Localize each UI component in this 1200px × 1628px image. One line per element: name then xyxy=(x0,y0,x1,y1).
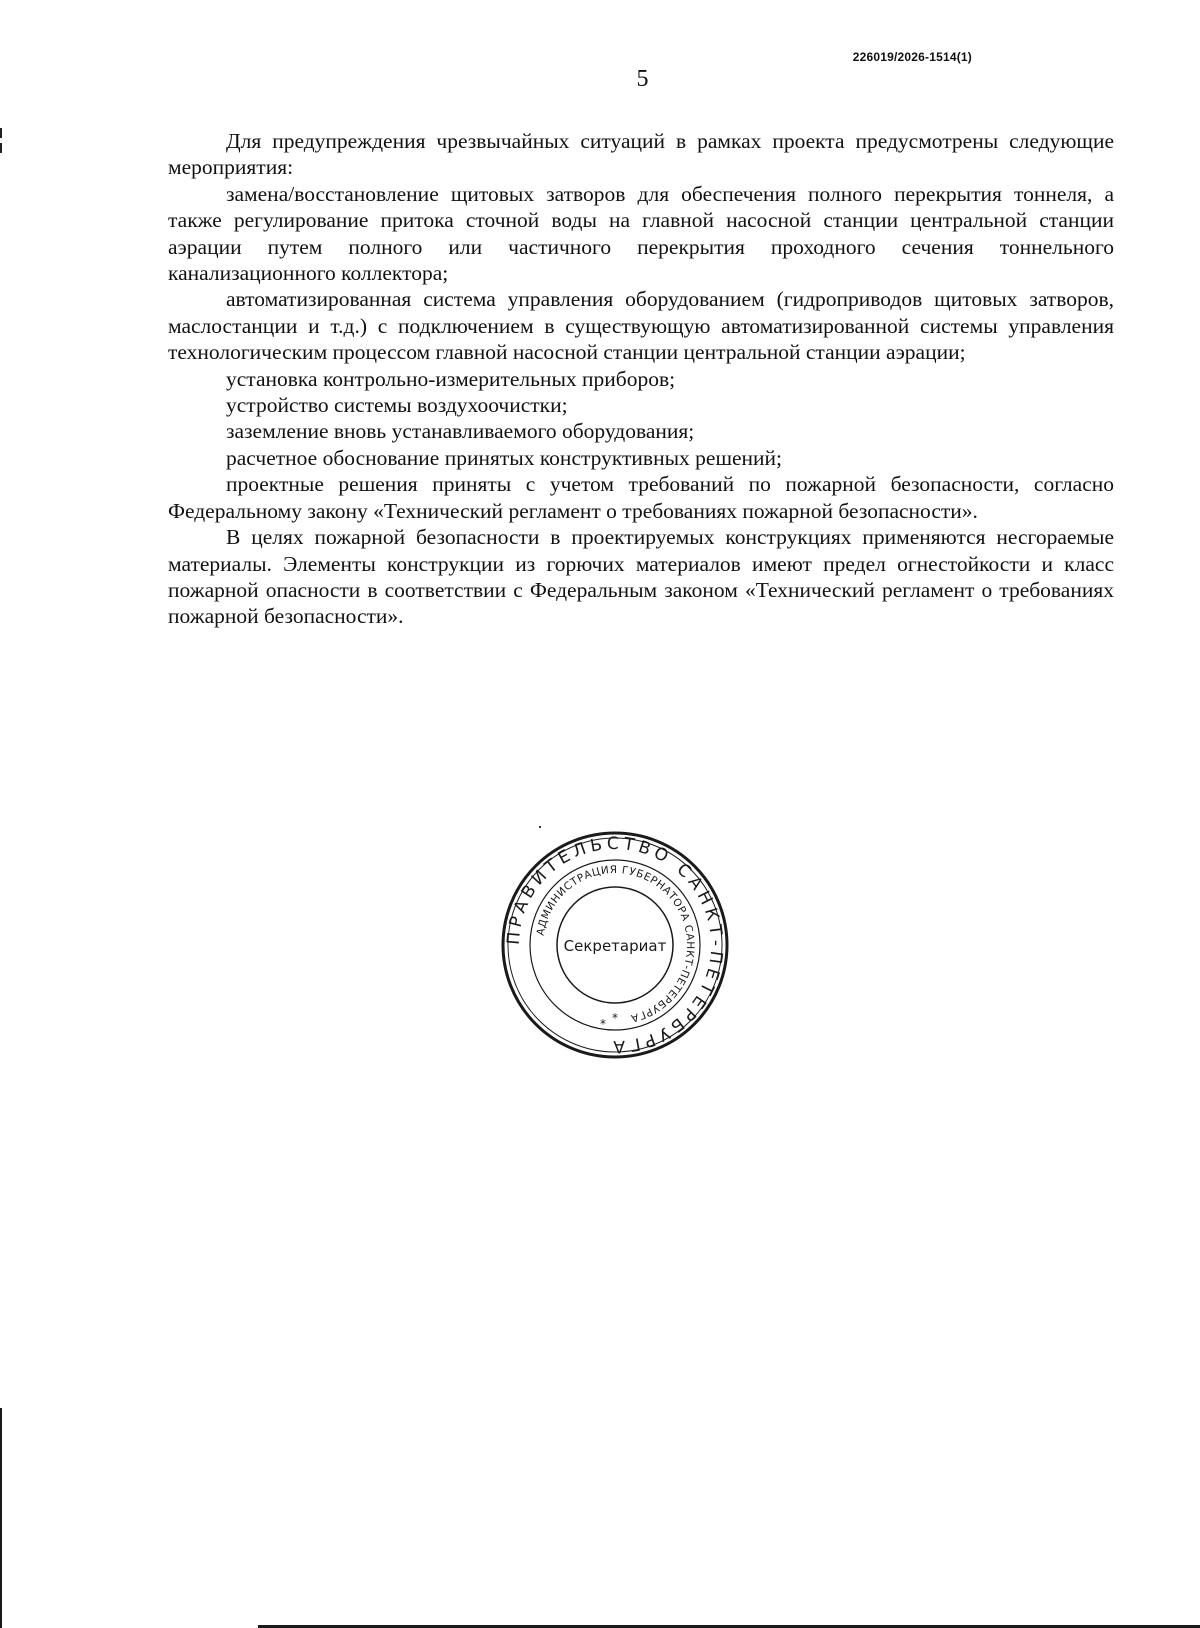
paragraph-intro: Для предупреждения чрезвычайных ситуаций в рамках проекта предусмотрены следующие мероприятия: xyxy=(168,129,1114,180)
paragraph-fire-safety-materials: В целях пожарной безопасности в проектируемых конструкциях применяются несгораемые материалы. Элементы конструкции из горючих материалов имеют предел огнестойкости и класс пожарной опасности в соответствии с Федеральным законом «Технический регламент о требованиях пожарной безопасности». xyxy=(168,525,1114,629)
scan-artifact-left-edge xyxy=(0,1408,2,1628)
paragraph-air-purification: устройство системы воздухоочистки; xyxy=(226,393,568,418)
document-registration-number: 226019/2026-1514(1) xyxy=(852,50,972,64)
paragraph-fire-safety-design: проектные решения приняты с учетом требований по пожарной безопасности, согласно Федеральному закону «Технический регламент о требованиях пожарной безопасности». xyxy=(168,472,1114,523)
seal-star-icon: * xyxy=(600,1017,606,1031)
scan-artifact-dot xyxy=(539,826,541,828)
official-seal-stamp xyxy=(500,830,730,1060)
seal-inner-text: АДМИНИСТРАЦИЯ ГУБЕРНАТОРА САНКТ-ПЕТЕРБУРГА xyxy=(534,863,697,1025)
paragraph-instruments: установка контрольно-измерительных приборов; xyxy=(226,366,676,391)
paragraph-grounding: заземление вновь устанавливаемого оборудования; xyxy=(226,419,695,444)
document-body xyxy=(168,128,1114,630)
page-number: 5 xyxy=(636,66,649,92)
scan-artifact-tick xyxy=(0,128,2,138)
seal-center-text: Секретариат xyxy=(563,937,667,955)
seal-outer-text: ПРАВИТЕЛЬСТВО САНКТ-ПЕТЕРБУРГА xyxy=(503,833,727,1057)
seal-star-icon: * xyxy=(612,1011,618,1025)
scan-artifact-tick xyxy=(0,143,2,153)
paragraph-structural-calculation: расчетное обоснование принятых конструктивных решений; xyxy=(226,445,783,470)
paragraph-automation-system: автоматизированная система управления оборудованием (гидроприводов щитовых затворов, маслостанции и т.д.) с подключением в существующую автоматизированной системы управления технологическим процессом главной насосной станции центральной станции аэрации; xyxy=(168,287,1114,365)
paragraph-shield-gates: замена/восстановление щитовых затворов для обеспечения полного перекрытия тоннеля, а также регулирование притока сточной воды на главной насосной станции центральной станции аэрации путем полного или частичного перекрытия проходного сечения тоннельного канализационного коллектора; xyxy=(168,181,1114,286)
